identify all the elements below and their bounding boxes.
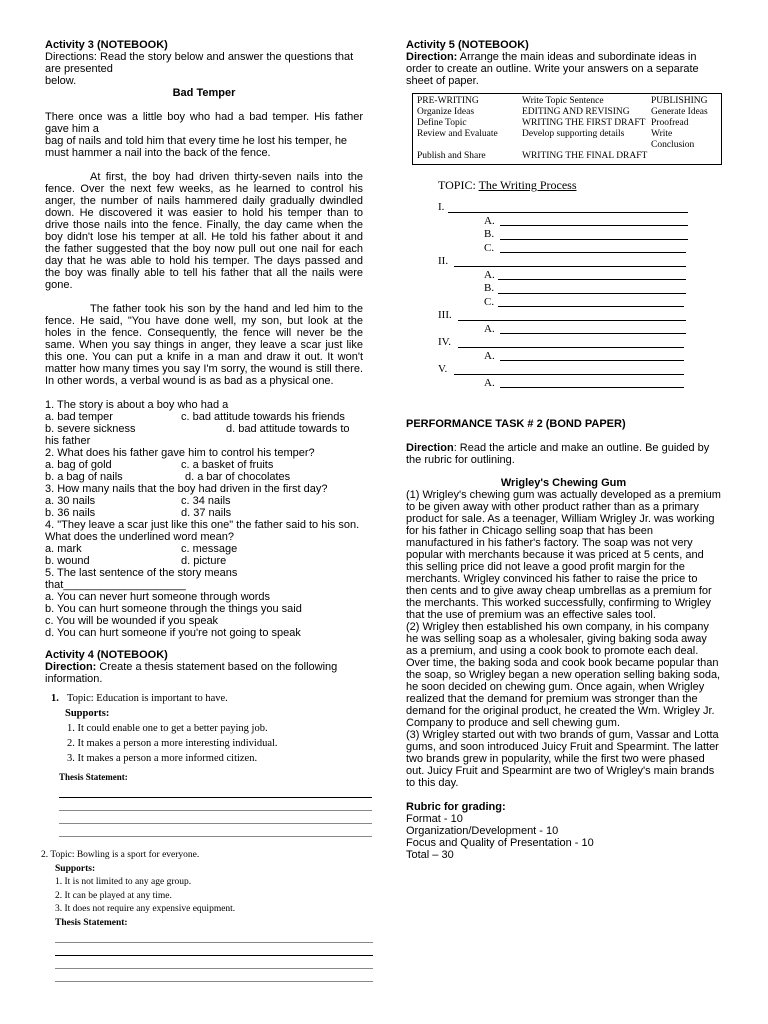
- rubric-item: Focus and Quality of Presentation - 10: [406, 837, 594, 849]
- story-title: Bad Temper: [172, 87, 236, 99]
- outline-row-IIB: [438, 282, 721, 296]
- topic-label: TOPIC:: [438, 178, 479, 192]
- outline-row-IV: [438, 336, 721, 350]
- box-cell: EDITING AND REVISING: [522, 107, 630, 117]
- item2-support-1: 1. It is not limited to any age group.: [55, 877, 192, 887]
- outline-numeral: V.: [438, 363, 448, 375]
- q1-option-d-cont: his father: [45, 435, 91, 447]
- question-3: 3. How many nails that the boy had driven in the first day?: [45, 483, 328, 495]
- thesis-line[interactable]: [55, 956, 373, 969]
- q2-option-d: d. a bar of chocolates: [185, 471, 291, 483]
- q1-option-b: b. severe sickness: [45, 423, 136, 435]
- article-paragraph-2: (2) Wrigley then established his own company, in his company he was selling soap as a wholesaler, giving baking soda away as a premium, and using a cook book to promote each deal. Over time, the baking soda and cook book became popular than the soap, so Wrigley began a new operation selling baking soda, he soon decided on chewing gum. Once again, when Wrigley realized that the demand for premium was stronger than the demand for the original product, he created the Wm. Wrigley Jr. Company to produce and sell chewing gum.: [406, 621, 721, 729]
- thesis-line[interactable]: [59, 798, 372, 811]
- writing-process-outline: [438, 179, 721, 390]
- outline-letter: A.: [484, 268, 495, 281]
- box-cell: Define Topic: [417, 118, 467, 128]
- item1-thesis-lines: [59, 785, 372, 837]
- outline-row-III: [438, 309, 721, 323]
- box-row: [417, 96, 717, 107]
- box-cell: Proofread: [651, 118, 689, 128]
- q4-option-d: d. picture: [181, 555, 227, 567]
- box-cell: WRITING THE FINAL DRAFT: [522, 151, 648, 161]
- outline-row-IIIA: [438, 323, 721, 337]
- outline-row-IA: [438, 215, 721, 229]
- q5-option-d: d. You can hurt someone if you're not going to speak: [45, 627, 301, 639]
- activity4-direction: [45, 661, 363, 685]
- thesis-line[interactable]: [59, 811, 372, 824]
- outline-items-table: [417, 96, 717, 162]
- item1-topic: Topic: Education is important to have.: [67, 693, 228, 704]
- topic-value: The Writing Process: [478, 178, 577, 192]
- outline-blank[interactable]: [498, 279, 686, 280]
- outline-items-box: [412, 93, 722, 165]
- outline-blank[interactable]: [454, 374, 684, 375]
- item2-supports-label: Supports:: [55, 863, 96, 874]
- question-2: 2. What does his father gave him to control his temper?: [45, 447, 315, 459]
- outline-blank[interactable]: [448, 212, 688, 213]
- outline-blank[interactable]: [500, 333, 686, 334]
- article-paragraph-1: (1) Wrigley's chewing gum was actually developed as a premium to be given away with other product rather than as a primary product for sale. As a teenager, William Wrigley Jr. was working for his father in Chicago selling soap that has been manufactured in his father's factory. The soap was not very popular with merchants because it was priced at 5 cents, and this selling price did not leave a good profit margin for the merchants. Wrigley convinced his father to raise the price to then cents and to give away cheap umbrellas as a premium for the merchants. This worked successfully, confirming to Wrigley that the use of premium was an effective sales tool.: [406, 489, 721, 621]
- outline-row-IVA: [438, 350, 721, 364]
- outline-topic: [438, 179, 721, 191]
- activity5-heading: Activity 5 (NOTEBOOK): [406, 39, 529, 51]
- box-cell: [651, 151, 717, 162]
- activity4-item-2: [41, 849, 363, 930]
- question-5-blank: that____________________: [45, 579, 186, 591]
- article-paragraph-3: (3) Wrigley started out with two brands of gum, Vassar and Lotta gums, and soon introduced Juicy Fruit and Spearmint. The latter two brands grew in popularity, while the first two were phased out. Juicy Fruit and Spearmint are two of Wrigley's main brands to this day.: [406, 729, 719, 789]
- q5-option-b: b. You can hurt someone through the things you said: [45, 603, 302, 615]
- box-row: [417, 107, 717, 118]
- box-row: [417, 118, 717, 129]
- outline-blank[interactable]: [500, 225, 688, 226]
- question-4: 4. "They leave a scar just like this one" the father said to his son. What does the underlined word mean?: [45, 519, 360, 543]
- right-column: [406, 39, 721, 861]
- item2-thesis-label: Thesis Statement:: [55, 917, 128, 928]
- activity4-item-1: [45, 691, 363, 785]
- q4-option-c: c. message: [181, 543, 238, 555]
- thesis-line[interactable]: [55, 969, 373, 982]
- q1-option-c: c. bad attitude towards his friends: [181, 411, 345, 423]
- activity4-direction-label: Direction:: [45, 661, 97, 673]
- thesis-line[interactable]: [59, 785, 372, 798]
- story-paragraph-1-cont: bag of nails and told him that every time he lost his temper, he must hammer a nail into the back of the fence.: [45, 135, 348, 159]
- box-cell: Review and Evaluate: [417, 129, 498, 139]
- outline-row-V: [438, 363, 721, 377]
- outline-blank[interactable]: [458, 347, 684, 348]
- outline-row-IIC: [438, 296, 721, 310]
- q1-option-d: d. bad attitude towards to: [226, 423, 350, 435]
- task2-heading: PERFORMANCE TASK # 2 (BOND PAPER): [406, 418, 626, 430]
- outline-letter: A.: [484, 322, 495, 335]
- q5-option-c: c. You will be wounded if you speak: [45, 615, 219, 627]
- task2-direction-text: : Read the article and make an outline. Be guided by the rubric for outlining.: [406, 442, 710, 466]
- q3-option-c: c. 34 nails: [181, 495, 231, 507]
- outline-row-IC: [438, 242, 721, 256]
- outline-numeral: I.: [438, 201, 445, 213]
- task2-direction-label: Direction: [406, 442, 454, 454]
- thesis-line[interactable]: [55, 930, 373, 943]
- outline-row-IB: [438, 228, 721, 242]
- thesis-line[interactable]: [59, 824, 372, 837]
- item2-thesis-lines: [55, 930, 373, 982]
- box-cell: Generate Ideas: [651, 107, 708, 117]
- box-cell: Develop supporting details: [522, 129, 625, 139]
- outline-letter: B.: [484, 282, 495, 294]
- q5-option-a: a. You can never hurt someone through words: [45, 591, 271, 603]
- box-cell: Write Conclusion: [651, 129, 695, 150]
- box-cell: WRITING THE FIRST DRAFT: [522, 118, 646, 128]
- outline-row-II: [438, 255, 721, 269]
- story-paragraph-2: At first, the boy had driven thirty-seven nails into the fence. Over the next few weeks, as he learned to control his anger, the number of nails hammered daily gradually dwindled down. He discovered it was easier to hold his temper than to drive those nails into the fence. Finally, the day came when the boy didn't lose his temper at all. He told his father about it and the father suggested that the boy now pull out one nail for each day that he was able to hold his temper. The days passed and the boy was finally able to tell his father that all the nails were gone.: [45, 171, 363, 291]
- rubric-item: Format - 10: [406, 813, 463, 825]
- activity5-direction: [406, 51, 721, 87]
- item2-topic: 2. Topic: Bowling is a sport for everyone.: [41, 850, 200, 860]
- box-cell: Organize Ideas: [417, 107, 475, 117]
- q4-option-a: a. mark: [45, 543, 82, 555]
- left-column: [41, 39, 363, 982]
- outline-blank[interactable]: [500, 360, 684, 361]
- outline-blank[interactable]: [498, 306, 684, 307]
- rubric-heading: Rubric for grading:: [406, 801, 506, 813]
- task2-direction: [406, 442, 721, 466]
- box-cell: PUBLISHING: [651, 96, 708, 106]
- outline-blank[interactable]: [498, 293, 686, 294]
- item1-support-1: 1. It could enable one to get a better paying job.: [67, 723, 268, 734]
- q3-option-b: b. 36 nails: [45, 507, 96, 519]
- box-cell: Write Topic Sentence: [522, 96, 604, 106]
- outline-blank[interactable]: [500, 239, 688, 240]
- outline-numeral: IV.: [438, 336, 451, 348]
- activity4-direction-text: Create a thesis statement based on the following information.: [45, 661, 338, 685]
- item2-support-2: 2. It can be played at any time.: [55, 890, 172, 901]
- outline-letter: A.: [484, 214, 495, 227]
- outline-letter: A.: [484, 376, 495, 389]
- activity3-heading: Activity 3 (NOTEBOOK): [45, 39, 168, 51]
- article-title: Wrigley's Chewing Gum: [500, 477, 627, 489]
- item1-supports-label: Supports:: [65, 708, 110, 719]
- outline-blank[interactable]: [454, 266, 686, 267]
- item1-support-3: 3. It makes a person a more informed citizen.: [67, 753, 258, 764]
- rubric-item: Organization/Development - 10: [406, 825, 559, 837]
- activity5-direction-text: Arrange the main ideas and subordinate ideas in order to create an outline. Write your answers on a separate sheet of paper.: [406, 51, 699, 87]
- outline-row-IIA: [438, 269, 721, 283]
- thesis-line[interactable]: [55, 943, 373, 956]
- story-paragraph-3: The father took his son by the hand and led him to the fence. He said, "You have done well, my son, but look at the holes in the fence. Consequently, the fence will never be the same. When you say things in anger, they leave a scar just like this one. You can put a knife in a man and draw it out. It won't matter how many times you say I'm sorry, the wound is still there. In other words, a verbal wound is as bad as a physical one.: [45, 303, 363, 387]
- story-paragraph-1: There once was a little boy who had a bad temper. His father gave him a: [45, 111, 363, 135]
- q2-option-a: a. bag of gold: [45, 459, 112, 471]
- q3-option-d: d. 37 nails: [181, 507, 232, 519]
- q4-option-b: b. wound: [45, 555, 90, 567]
- outline-letter: C.: [484, 241, 495, 254]
- box-row: [417, 129, 717, 151]
- outline-letter: B.: [484, 228, 495, 240]
- q2-option-c: c. a basket of fruits: [181, 459, 274, 471]
- question-1: 1. The story is about a boy who had a: [45, 399, 229, 411]
- outline-row-VA: [438, 377, 721, 391]
- outline-numeral: III.: [438, 309, 452, 321]
- item1-support-2: 2. It makes a person a more interesting individual.: [67, 738, 278, 749]
- outline-row-I: [438, 201, 721, 215]
- q1-option-a: a. bad temper: [45, 411, 113, 423]
- item2-support-3: 3. It does not require any expensive equipment.: [55, 904, 236, 914]
- box-cell: PRE-WRITING: [417, 96, 479, 106]
- activity4-heading: Activity 4 (NOTEBOOK): [45, 649, 168, 661]
- outline-letter: A.: [484, 349, 495, 362]
- outline-blank[interactable]: [500, 387, 684, 388]
- q3-option-a: a. 30 nails: [45, 495, 96, 507]
- activity3-directions-cont: below.: [45, 75, 77, 87]
- rubric-total: Total – 30: [406, 849, 454, 861]
- outline-numeral: II.: [438, 255, 449, 267]
- activity3-directions: Directions: Read the story below and answer the questions that are presented: [45, 51, 354, 75]
- item1-number: 1.: [51, 693, 59, 704]
- box-cell: Publish and Share: [417, 151, 486, 161]
- box-row: [417, 151, 717, 162]
- question-5: 5. The last sentence of the story means: [45, 567, 238, 579]
- outline-blank[interactable]: [458, 320, 686, 321]
- activity5-direction-label: Direction:: [406, 51, 458, 63]
- outline-letter: C.: [484, 295, 495, 308]
- q2-option-b: b. a bag of nails: [45, 471, 123, 483]
- outline-blank[interactable]: [500, 252, 686, 253]
- item1-thesis-label: Thesis Statement:: [59, 772, 128, 782]
